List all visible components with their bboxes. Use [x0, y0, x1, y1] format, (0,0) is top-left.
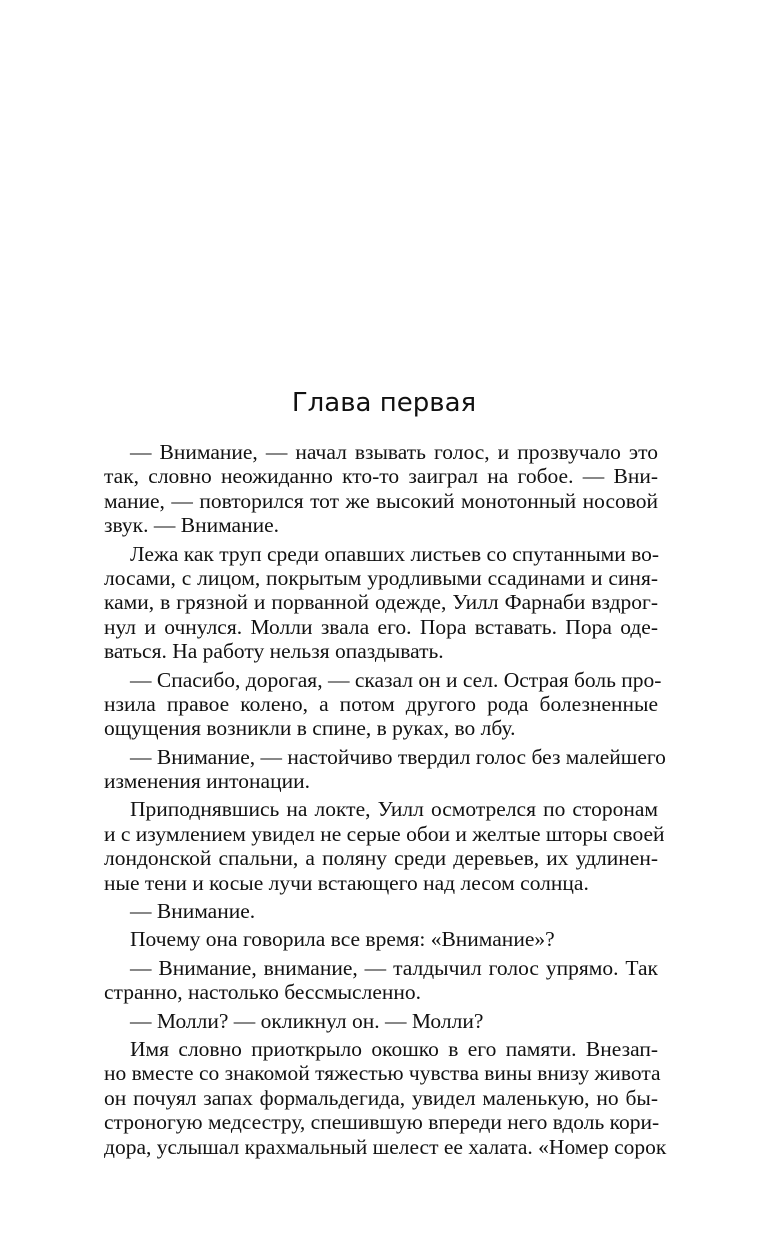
text-line: — Молли? — окликнул он. — Молли?	[130, 1008, 484, 1033]
text-line: ваться. На работу нельзя опаздывать.	[104, 639, 444, 664]
text-line: он почуял запах формальдегида, увидел маленькую, но бы-	[104, 1085, 658, 1110]
paragraph	[78, 667, 662, 741]
text-line: но вместе со знакомой тяжестью чувства вины внизу живота	[104, 1061, 661, 1086]
text-line: Имя словно приоткрыло окошко в его памяти. Внезап-	[130, 1036, 658, 1061]
text-line: изменения интонации.	[104, 769, 310, 794]
text-line: нул и очнулся. Молли звала его. Пора вставать. Пора оде-	[104, 614, 658, 639]
text-line: и с изумлением увидел не серые обои и желтые шторы своей	[104, 821, 665, 846]
paragraph	[78, 1009, 658, 1033]
text-line: — Внимание.	[130, 899, 256, 924]
paragraph	[78, 797, 665, 895]
text-line: — Внимание, — настойчиво твердил голос без малейшего	[130, 744, 666, 769]
text-line: нзила правое колено, а потом другого рода болезненные	[104, 691, 658, 716]
text-line: лондонской спальни, а поляну среди деревьев, их удлинен-	[104, 846, 658, 871]
text-line: так, словно неожиданно кто-то заиграл на гобое. — Вни-	[104, 464, 658, 489]
text-line: — Внимание, — начал взывать голос, и прозвучало это	[130, 440, 658, 464]
text-line: лосами, с лицом, покрытым уродливыми ссадинами и синя-	[104, 565, 658, 590]
text-line: строногую медсестру, спешившую впереди него вдоль кори-	[104, 1110, 660, 1135]
chapter-text	[78, 440, 667, 1163]
paragraph	[78, 440, 658, 538]
paragraph	[78, 1036, 667, 1159]
paragraph	[78, 899, 658, 923]
text-line: Лежа как труп среди опавших листьев со спутанными во-	[130, 541, 660, 566]
text-line: странно, настолько бессмысленно.	[104, 980, 422, 1005]
text-line: — Внимание, внимание, — талдычил голос упрямо. Так	[130, 955, 658, 980]
text-line: звук. — Внимание.	[104, 513, 280, 538]
text-line: ками, в грязной и порванной одежде, Уилл Фарнаби вздрог-	[104, 590, 658, 615]
text-line: мание, — повторился тот же высокий монотонный носовой	[104, 488, 658, 513]
text-line: ощущения возникли в спине, в руках, во лбу.	[104, 716, 516, 741]
paragraph	[78, 956, 658, 1005]
text-line: ные тени и косые лучи встающего над лесом солнца.	[104, 870, 589, 895]
paragraph	[78, 927, 658, 951]
text-line: Приподнявшись на локте, Уилл осмотрелся по сторонам	[130, 797, 658, 822]
chapter-title: Глава первая	[291, 388, 477, 418]
text-line: — Спасибо, дорогая, — сказал он и сел. Острая боль про-	[130, 667, 662, 692]
paragraph	[78, 542, 658, 664]
text-line: Почему она говорила все время: «Внимание»?	[130, 927, 555, 952]
paragraph	[78, 744, 666, 794]
text-line: дора, услышал крахмальный шелест ее халата. «Номер сорок	[104, 1134, 667, 1159]
